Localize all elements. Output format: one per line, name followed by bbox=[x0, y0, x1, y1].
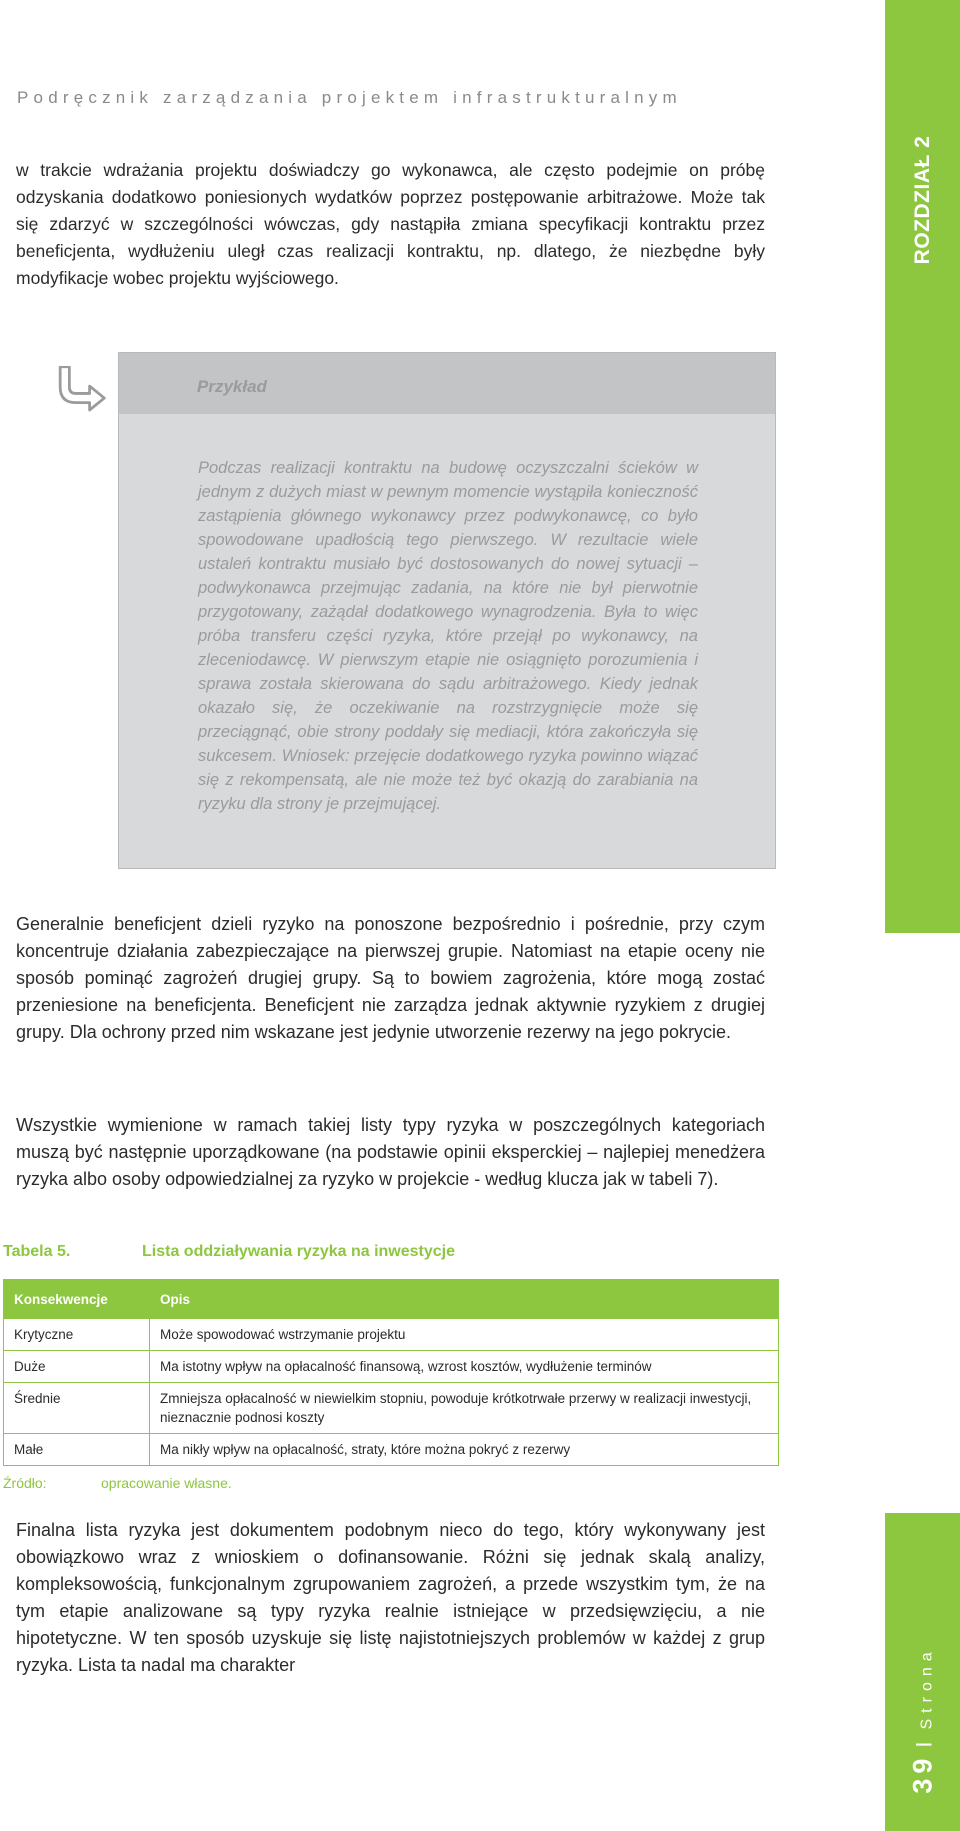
paragraph-intro: w trakcie wdrażania projektu doświadczy go wykonawca, ale często podejmie on próbę odzyskania dodatkowo poniesionych wydatków poprzez postępowanie arbitrażowe. Może tak się zdarzyć w szczególności wówczas, gdy nastąpiła zmiana specyfikacji kontraktu przez beneficjenta, wydłużeniu uległ czas realizacji kontraktu, np. dlatego, że niezbędne były modyfikacje wobec projektu wyjściowego. bbox=[16, 160, 765, 288]
page-number-label bbox=[907, 1646, 938, 1793]
chapter-tab bbox=[885, 0, 960, 933]
cell-description: Ma nikły wpływ na opłacalność, straty, które można pokryć z rezerwy bbox=[150, 1434, 779, 1466]
table-row bbox=[4, 1434, 779, 1466]
cell-consequence: Małe bbox=[4, 1434, 150, 1466]
table-row bbox=[4, 1383, 779, 1434]
cell-consequence: Krytyczne bbox=[4, 1319, 150, 1351]
example-title: Przykład bbox=[119, 353, 775, 414]
header-consequences: Konsekwencje bbox=[4, 1280, 150, 1319]
page-number-tab bbox=[885, 1513, 960, 1831]
page-separator: I bbox=[911, 1735, 936, 1748]
table-row bbox=[4, 1351, 779, 1383]
page-number: 39 bbox=[907, 1753, 937, 1794]
table-caption bbox=[3, 1243, 456, 1261]
cell-description: Może spowodować wstrzymanie projektu bbox=[150, 1319, 779, 1351]
table-source bbox=[3, 1475, 232, 1491]
cell-description: Ma istotny wpływ na opłacalność finansową, wzrost kosztów, wydłużenie terminów bbox=[150, 1351, 779, 1383]
paragraph-risk-groups: Generalnie beneficjent dzieli ryzyko na ponoszone bezpośrednio i pośrednie, przy czym koncentruje działania zabezpieczające na pierwszej grupie. Natomiast na etapie oceny nie sposób pominąć zagrożeń drugiej grupy. Są to bowiem zagrożenia, które mogą zostać przeniesione na beneficjenta. Beneficjent nie zarządza jednak aktywnie ryzykiem z drugiej grupy. Dla ochrony przed nim wskazane jest jedynie utworzenie rezerwy na jego pokrycie. bbox=[16, 914, 765, 1042]
chapter-label: ROZDZIAŁ 2 bbox=[910, 135, 934, 265]
source-text: opracowanie własne. bbox=[101, 1475, 232, 1491]
paragraph-final-list: Finalna lista ryzyka jest dokumentem podobnym nieco do tego, który wykonywany jest obowiązkowo wraz z wnioskiem o dofinansowanie. Różni się jednak skalą analizy, kompleksowością, funkcjonalnym zgrupowaniem zagrożeń, a przede wszystkim tym, że na tym etapie analizowane są typy ryzyka realnie istniejące w przedsięwzięciu, a nie hipotetyczne. W ten sposób uzyskuje się listę najistotniejszych problemów w każdej z grup ryzyka. Lista ta nadal ma charakter bbox=[16, 1520, 765, 1675]
table-number: Tabela 5. bbox=[3, 1243, 71, 1260]
document-header: Podręcznik zarządzania projektem infrastrukturalnym bbox=[17, 88, 682, 107]
header-description: Opis bbox=[150, 1280, 779, 1319]
example-box bbox=[118, 352, 776, 869]
example-text: Podczas realizacji kontraktu na budowę oczyszczalni ścieków w jednym z dużych miast w pewnym momencie wystąpiła konieczność zastąpienia głównego wykonawcy przez podwykonawcę, co było spowodowane upadłością tego pierwszego. W rezultacie wiele ustaleń kontraktu musiało być dostosowanych do nowej sytuacji – podwykonawca przejmując zadania, na które nie był pierwotnie przygotowany, zażądał dodatkowego wynagrodzenia. Była to więc próba transferu części ryzyka, które przejął po wykonawcy, na zleceniodawcę. W pierwszym etapie nie osiągnięto porozumienia i sprawa została skierowana do sądu arbitrażowego. Kiedy jednak okazało się, że oczekiwanie na rozstrzygnięcie może się przeciągnąć, obie strony poddały się mediacji, która zakończyła się sukcesem. Wniosek: przejęcie dodatkowego ryzyka powinno wiązać się z rekompensatą, ale nie może też być okazją do zarabiania na ryzyku dla strony je przejmującej. bbox=[198, 459, 698, 813]
cell-consequence: Średnie bbox=[4, 1383, 150, 1434]
page-word: Strona bbox=[918, 1646, 935, 1730]
source-label: Źródło: bbox=[3, 1475, 47, 1491]
table-header-row bbox=[4, 1280, 779, 1319]
cell-description: Zmniejsza opłacalność w niewielkim stopniu, powoduje krótkotrwałe przerwy w realizacji inwestycji, nieznacznie podnosi koszty bbox=[150, 1383, 779, 1434]
table-row bbox=[4, 1319, 779, 1351]
risk-impact-table bbox=[3, 1279, 779, 1466]
table-title: Lista oddziaływania ryzyka na inwestycje bbox=[142, 1243, 456, 1260]
arrow-turn-icon bbox=[58, 366, 108, 416]
paragraph-risk-ordering: Wszystkie wymienione w ramach takiej listy typy ryzyka w poszczególnych kategoriach muszą być następnie uporządkowane (na podstawie opinii eksperckiej – najlepiej menedżera ryzyka albo osoby odpowiedzialnej za ryzyko w projekcie - według klucza jak w tabeli 7). bbox=[16, 1115, 765, 1189]
cell-consequence: Duże bbox=[4, 1351, 150, 1383]
